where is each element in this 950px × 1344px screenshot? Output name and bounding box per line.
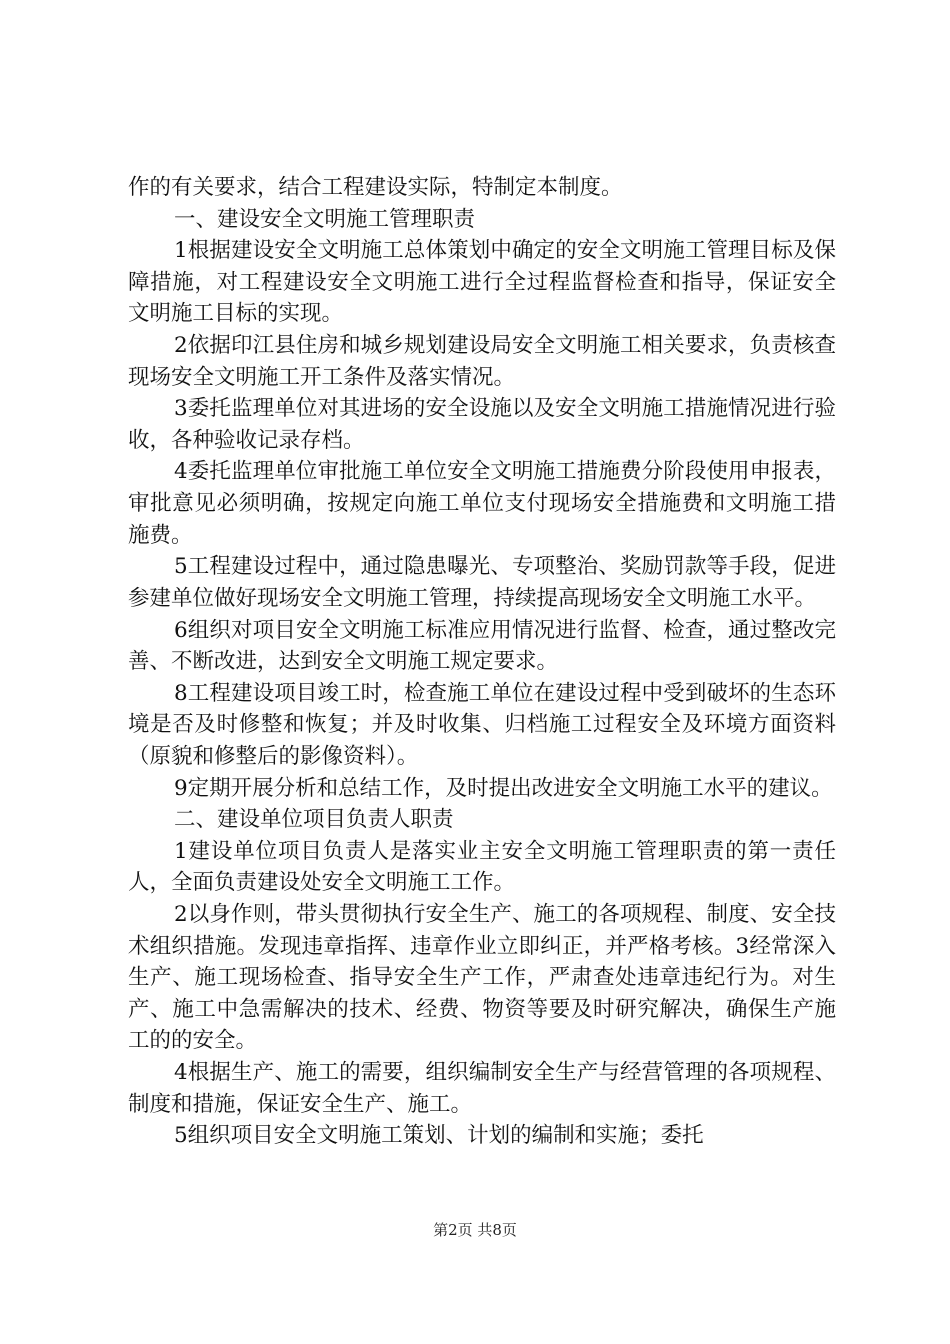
paragraph: 1根据建设安全文明施工总体策划中确定的安全文明施工管理目标及保障措施，对工程建设安全文明施工进行全过程监督检查和指导，保证安全文明施工目标的实现。 [128, 238, 836, 327]
paragraph: 1建设单位项目负责人是落实业主安全文明施工管理职责的第一责任人，全面负责建设处安全文明施工工作。 [128, 838, 836, 896]
paragraph: 3委托监理单位对其进场的安全设施以及安全文明施工措施情况进行验收，各种验收记录存档。 [128, 396, 836, 453]
section-heading: 一、建设安全文明施工管理职责 [174, 206, 476, 232]
paragraph: 9定期开展分析和总结工作，及时提出改进安全文明施工水平的建议。 [174, 775, 833, 801]
document-body [128, 172, 836, 1152]
page-number-label: 第2页 共8页 [433, 1221, 517, 1239]
page-footer [0, 1220, 950, 1240]
section-heading: 二、建设单位项目负责人职责 [174, 807, 454, 833]
paragraph: 4委托监理单位审批施工单位安全文明施工措施费分阶段使用申报表，审批意见必须明确，按规定向施工单位支付现场安全措施费和文明施工措施费。 [128, 459, 836, 548]
paragraph: 5工程建设过程中，通过隐患曝光、专项整治、奖励罚款等手段，促进参建单位做好现场安全文明施工管理，持续提高现场安全文明施工水平。 [128, 554, 836, 611]
paragraph: 8工程建设项目竣工时，检查施工单位在建设过程中受到破坏的生态环境是否及时修整和恢复；并及时收集、归档施工过程安全及环境方面资料（原貌和修整后的影像资料）。 [128, 680, 836, 769]
paragraph: 2依据印江县住房和城乡规划建设局安全文明施工相关要求，负责核查现场安全文明施工开工条件及落实情况。 [128, 333, 836, 390]
paragraph: 4根据生产、施工的需要，组织编制安全生产与经营管理的各项规程、制度和措施，保证安全生产、施工。 [128, 1060, 836, 1117]
paragraph: 作的有关要求，结合工程建设实际，特制定本制度。 [128, 175, 623, 200]
paragraph: 2以身作则，带头贯彻执行安全生产、施工的各项规程、制度、安全技术组织措施。发现违章指挥、违章作业立即纠正，并严格考核。3经常深入生产、施工现场检查、指导安全生产工作，严肃查处违章违纪行为。对生产、施工中急需解决的技术、经费、物资等要及时研究解决，确保生产施工的的安全。 [128, 902, 836, 1054]
paragraph: 5组织项目安全文明施工策划、计划的编制和实施；委托 [174, 1123, 704, 1149]
paragraph: 6组织对项目安全文明施工标准应用情况进行监督、检查，通过整改完善、不断改进，达到安全文明施工规定要求。 [128, 617, 836, 675]
